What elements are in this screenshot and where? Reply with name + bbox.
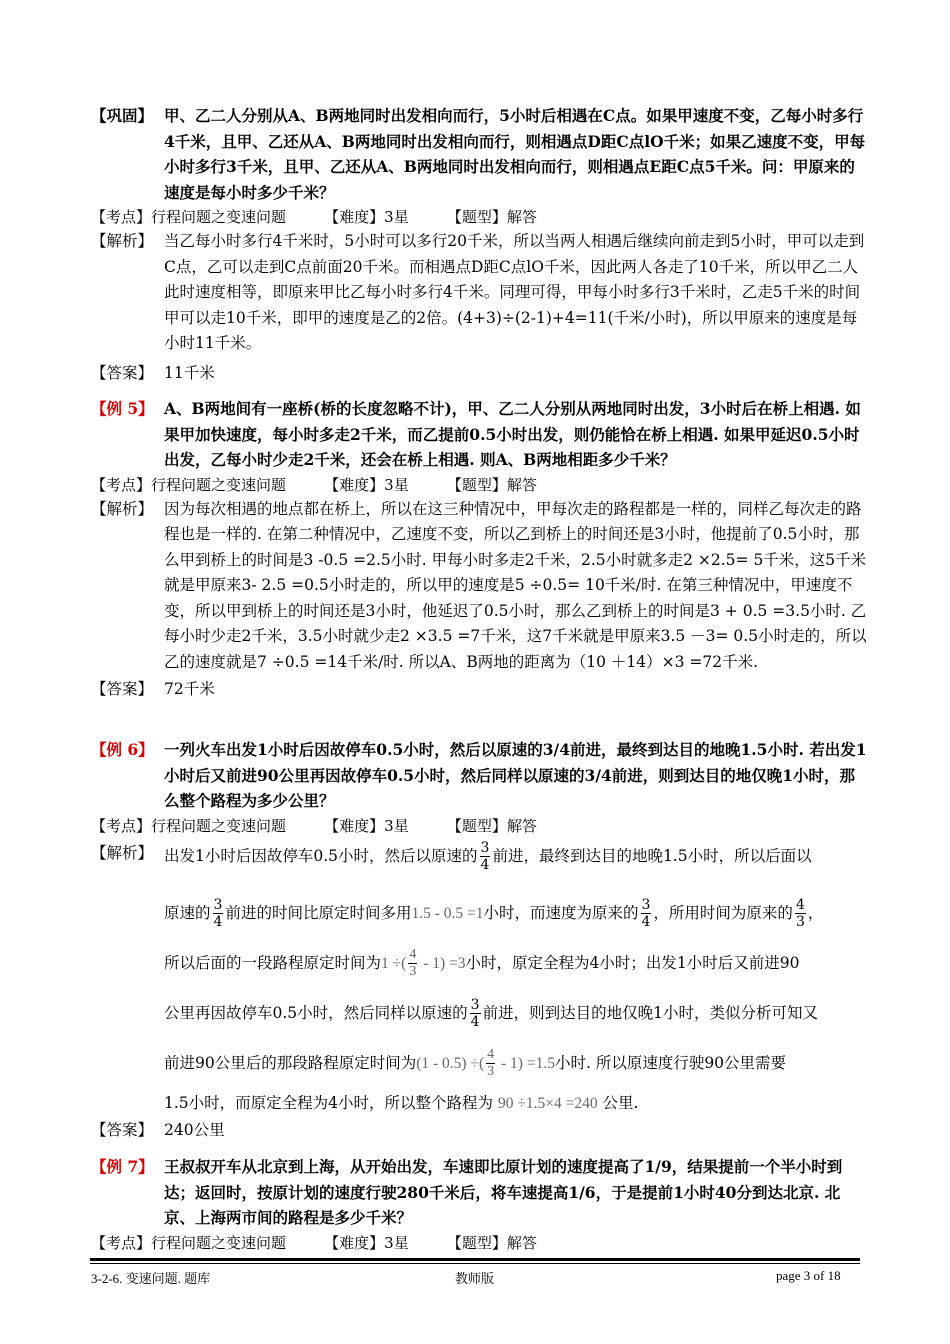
analysis-text: 当乙每小时多行4千米时，5小时可以多行20千米，所以当两人相遇后继续向前走到5小时，甲可以走到C点，乙可以走到C点前面20千米。而相遇点D距C点lO千米，因此两人各走了10千米，所以甲乙二人此时速度相等，即原来甲比乙每小时多行4千米。同理可得，甲每小时多行3千米时，乙走5千米的时间甲可以走10千米，即甲的速度是乙的2倍。(4+3)÷(2-1)+4=11(千米/小时)，所以甲原来的速度是每小时11千米。	[164, 232, 865, 352]
math-expression: - 1) =1.5	[497, 1054, 555, 1072]
analysis-line	[164, 888, 869, 938]
footer-divider-thin	[90, 1263, 860, 1264]
text-span: 小时，而速度为原来的	[483, 903, 639, 922]
math-expression: - 1) =3	[419, 954, 466, 972]
text-span: 原速的	[164, 903, 211, 922]
analysis-line	[164, 938, 869, 988]
fraction-4-3	[486, 1047, 495, 1080]
answer-text: 11千米	[164, 363, 215, 382]
text-span: ，所用时间为原来的	[653, 903, 793, 922]
question-tag: 【例 7】	[91, 1157, 154, 1176]
math-expression: 1 ÷(	[381, 954, 407, 972]
meta-row: 【考点】行程问题之变速问题 【难度】3星 【题型】解答	[91, 208, 537, 226]
text-span: 公里.	[602, 1093, 639, 1112]
analysis-line	[164, 988, 869, 1038]
analysis-tag: 【解析】	[91, 232, 154, 250]
footer-center: 教师版	[455, 1271, 495, 1286]
text-span: 前进的时间比原定时间多用	[225, 903, 412, 922]
footer-left: 3-2-6. 变速问题. 题库	[91, 1271, 211, 1286]
analysis-line	[164, 838, 869, 888]
question-text: 王叔叔开车从北京到上海，从开始出发，车速即比原计划的速度提高了1/9，结果提前一个半小时到达；返回时，按原计划的速度行驶280千米后，将车速提高1/6，于是提前1小时40分到达北京. 北京、上海两市间的路程是多少千米？	[164, 1157, 843, 1227]
numerator: 3	[213, 897, 223, 913]
meta-row: 【考点】行程问题之变速问题 【难度】3星 【题型】解答	[91, 1233, 537, 1252]
example-5-block	[91, 396, 869, 703]
fraction-3-4	[480, 840, 491, 873]
question-tag: 【例 6】	[91, 740, 154, 759]
gonggu-block	[91, 103, 869, 386]
answer-row	[91, 1118, 869, 1144]
denominator: 3	[409, 964, 417, 979]
analysis-row	[91, 497, 869, 676]
text-span: 公里再因故停车0.5小时，然后同样以原速的	[164, 1003, 468, 1022]
fraction-3-4	[641, 897, 652, 930]
example-6-block	[91, 737, 869, 1143]
text-span: 出发1小时后因故停车0.5小时，然后以原速的	[164, 846, 478, 865]
analysis-tag: 【解析】	[91, 843, 154, 862]
meta-row: 【考点】行程问题之变速问题 【难度】3星 【题型】解答	[91, 475, 537, 494]
denominator: 3	[795, 914, 805, 930]
denominator: 4	[641, 914, 651, 930]
text-span: 前进90公里后的那段路程原定时间为	[164, 1053, 417, 1072]
math-expression: 90 ÷1.5×4 =240	[497, 1094, 598, 1112]
question-row	[91, 1154, 869, 1231]
question-text: 甲、乙二人分别从A、B两地同时出发相向而行，5小时后相遇在C点。如果甲速度不变，乙每小时多行4千米，且甲、乙还从A、B两地同时出发相向而行，则相遇点D距C点lO千米；如果乙速度不变，甲每小时多行3千米，且甲、乙还从A、B两地同时出发相向而行，则相遇点E距C点5千米。问：甲原来的速度是每小时多少千米？	[164, 106, 866, 202]
fraction-4-3	[795, 897, 806, 930]
answer-text: 72千米	[164, 680, 215, 698]
question-tag: 【巩固】	[91, 106, 154, 125]
answer-tag: 【答案】	[91, 1120, 154, 1139]
answer-tag: 【答案】	[91, 363, 154, 382]
question-row	[91, 103, 869, 205]
answer-row	[91, 677, 869, 703]
text-span: 小时，原定全程为4小时；出发1小时后又前进90	[465, 953, 800, 972]
analysis-text	[164, 838, 869, 1118]
analysis-line	[164, 1038, 869, 1088]
answer-text: 240公里	[164, 1120, 225, 1139]
question-tag: 【例 5】	[91, 399, 154, 418]
denominator: 4	[480, 857, 490, 873]
analysis-row	[91, 838, 869, 1118]
example-7-block	[91, 1154, 869, 1255]
text-span: 小时. 所以原速度行驶90公里需要	[554, 1053, 787, 1072]
question-text: 一列火车出发1小时后因故停车0.5小时，然后以原速的3/4前进，最终到达目的地晚1.5小时. 若出发1小时后又前进90公里再因故停车0.5小时，然后同样以原速的3/4前进，则到达目的地仅晚1小时，那么整个路程为多少公里？	[164, 740, 867, 810]
question-row	[91, 396, 869, 473]
answer-tag: 【答案】	[91, 680, 154, 698]
math-expression: 1.5 - 0.5 =1	[411, 904, 484, 922]
math-expression: (1 - 0.5) ÷(	[416, 1054, 485, 1072]
analysis-line	[164, 1088, 869, 1118]
meta-row: 【考点】行程问题之变速问题 【难度】3星 【题型】解答	[91, 816, 537, 835]
footer-divider-thick	[90, 1258, 860, 1261]
fraction-4-3	[408, 947, 417, 980]
text-span: 前进，则到达目的地仅晚1小时，类似分析可知又	[482, 1003, 818, 1022]
text-span: ，	[807, 903, 824, 922]
answer-row	[91, 361, 869, 387]
question-text: A、B两地间有一座桥(桥的长度忽略不计)，甲、乙二人分别从两地同时出发，3小时后在桥上相遇. 如果甲加快速度，每小时多走2千米，而乙提前0.5小时出发，则仍能恰在桥上相遇. 如果甲延迟0.5小时出发，乙每小时少走2千米，还会在桥上相遇. 则A、B两地相距多少千米？	[164, 399, 861, 469]
numerator: 4	[409, 947, 417, 962]
numerator: 3	[480, 840, 490, 856]
numerator: 3	[470, 997, 480, 1013]
footer-page-number: page 3 of 18	[776, 1268, 841, 1283]
analysis-row	[91, 229, 869, 357]
numerator: 3	[641, 897, 651, 913]
analysis-text: 因为每次相遇的地点都在桥上，所以在这三种情况中，甲每次走的路程都是一样的，同样乙每次走的路程也是一样的. 在第二种情况中，乙速度不变，所以乙到桥上的时间还是3小时，他提前了0.5小时，那么甲到桥上的时间是3 -0.5 =2.5小时. 甲每小时多走2千米，2.5小时就多走2 ×2.5= 5千米，这5千米就是甲原来3- 2.5 =0.5小时走的，所以甲的速度是5 ÷0.5= 10千米/时. 在第三种情况中，甲速度不变，所以甲到桥上的时间还是3小时，他延迟了0.5小时，那么乙到桥上的时间是3 + 0.5 =3.5小时. 乙每小时少走2千米，3.5小时就少走2 ×3.5 =7千米，这7千米就是甲原来3.5 －3= 0.5小时走的，所以乙的速度就是7 ÷0.5 =14千米/时. 所以A、B两地的距离为（10 ＋14）×3 =72千米.	[164, 499, 867, 671]
question-row	[91, 737, 869, 814]
fraction-3-4	[213, 897, 224, 930]
analysis-tag: 【解析】	[91, 499, 154, 518]
denominator: 3	[487, 1064, 495, 1079]
numerator: 4	[487, 1047, 495, 1062]
text-span: 所以后面的一段路程原定时间为	[164, 953, 382, 972]
text-span: 前进，最终到达目的地晚1.5小时，所以后面以	[492, 846, 812, 865]
numerator: 4	[795, 897, 805, 913]
fraction-3-4	[470, 997, 481, 1030]
denominator: 4	[213, 914, 223, 930]
text-span: 1.5小时，而原定全程为4小时，所以整个路程为	[164, 1093, 494, 1112]
denominator: 4	[470, 1014, 480, 1030]
